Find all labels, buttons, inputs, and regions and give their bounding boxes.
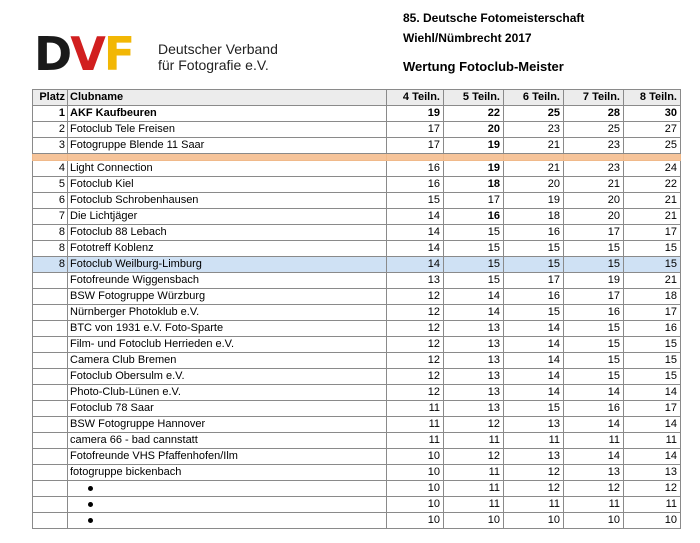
score-cell-8: 24 — [624, 161, 681, 177]
rank-cell: 8 — [33, 241, 68, 257]
score-cell-5: 15 — [444, 273, 504, 289]
score-cell-5: 13 — [444, 337, 504, 353]
score-cell-6: 15 — [504, 305, 564, 321]
club-name-cell: BTC von 1931 e.V. Foto-Sparte — [68, 321, 387, 337]
score-cell-4: 12 — [387, 321, 444, 337]
score-cell-8: 15 — [624, 353, 681, 369]
score-cell-6: 15 — [504, 257, 564, 273]
score-cell-7: 14 — [564, 449, 624, 465]
table-row — [33, 321, 681, 337]
rank-cell — [33, 385, 68, 401]
score-cell-8: 18 — [624, 289, 681, 305]
score-cell-4: 17 — [387, 122, 444, 138]
score-cell-6: 11 — [504, 497, 564, 513]
score-cell-4: 16 — [387, 161, 444, 177]
table-row — [33, 449, 681, 465]
score-cell-7: 21 — [564, 177, 624, 193]
score-cell-4: 11 — [387, 401, 444, 417]
score-cell-5: 18 — [444, 177, 504, 193]
table-row — [33, 241, 681, 257]
rank-cell — [33, 481, 68, 497]
logo-letter-f: F — [103, 27, 134, 81]
score-cell-6: 13 — [504, 417, 564, 433]
table-header-row — [33, 90, 681, 106]
score-cell-4: 12 — [387, 289, 444, 305]
club-name-cell: BSW Fotogruppe Hannover — [68, 417, 387, 433]
club-name-cell: Fotoclub 88 Lebach — [68, 225, 387, 241]
club-name-cell: Photo-Club-Lünen e.V. — [68, 385, 387, 401]
score-cell-4: 16 — [387, 177, 444, 193]
club-name-cell — [68, 513, 387, 529]
score-cell-6: 13 — [504, 449, 564, 465]
score-cell-7: 28 — [564, 106, 624, 122]
score-cell-8: 21 — [624, 273, 681, 289]
rank-cell — [33, 353, 68, 369]
score-cell-6: 19 — [504, 193, 564, 209]
logo-letter-d: D — [34, 27, 71, 81]
table-row — [33, 177, 681, 193]
score-cell-7: 15 — [564, 257, 624, 273]
table-row — [33, 138, 681, 154]
rank-cell — [33, 513, 68, 529]
club-name-cell: Camera Club Bremen — [68, 353, 387, 369]
score-cell-4: 10 — [387, 497, 444, 513]
bullet-icon — [88, 518, 93, 523]
logo-text-line2: für Fotografie e.V. — [158, 57, 269, 73]
score-cell-7: 16 — [564, 305, 624, 321]
score-cell-8: 17 — [624, 225, 681, 241]
score-cell-4: 12 — [387, 385, 444, 401]
rank-cell — [33, 337, 68, 353]
score-cell-5: 15 — [444, 225, 504, 241]
table-row — [33, 193, 681, 209]
table-row — [33, 337, 681, 353]
score-cell-4: 14 — [387, 225, 444, 241]
table-row — [33, 497, 681, 513]
score-cell-7: 17 — [564, 225, 624, 241]
score-cell-6: 14 — [504, 385, 564, 401]
score-cell-4: 14 — [387, 241, 444, 257]
table-row — [33, 225, 681, 241]
club-name-cell: BSW Fotogruppe Würzburg — [68, 289, 387, 305]
score-cell-8: 15 — [624, 241, 681, 257]
score-cell-7: 20 — [564, 193, 624, 209]
score-cell-8: 10 — [624, 513, 681, 529]
score-cell-7: 15 — [564, 337, 624, 353]
rank-cell — [33, 273, 68, 289]
score-cell-8: 13 — [624, 465, 681, 481]
table-row — [33, 401, 681, 417]
rank-cell: 8 — [33, 225, 68, 241]
score-cell-7: 25 — [564, 122, 624, 138]
score-cell-4: 14 — [387, 209, 444, 225]
score-cell-5: 20 — [444, 122, 504, 138]
ranking-subtitle: Wertung Fotoclub-Meister — [403, 59, 564, 74]
divider-cell — [33, 154, 68, 161]
table-row — [33, 106, 681, 122]
results-body — [33, 106, 681, 529]
score-cell-7: 17 — [564, 289, 624, 305]
col-header-4: 4 Teiln. — [387, 90, 444, 106]
rank-cell: 3 — [33, 138, 68, 154]
score-cell-8: 21 — [624, 209, 681, 225]
club-name-cell: Nürnberger Photoklub e.V. — [68, 305, 387, 321]
score-cell-8: 25 — [624, 138, 681, 154]
score-cell-4: 14 — [387, 257, 444, 273]
score-cell-8: 15 — [624, 369, 681, 385]
score-cell-6: 17 — [504, 273, 564, 289]
score-cell-5: 16 — [444, 209, 504, 225]
score-cell-7: 19 — [564, 273, 624, 289]
score-cell-6: 11 — [504, 433, 564, 449]
score-cell-8: 21 — [624, 193, 681, 209]
score-cell-8: 30 — [624, 106, 681, 122]
bullet-icon — [88, 502, 93, 507]
table-row — [33, 465, 681, 481]
score-cell-7: 12 — [564, 481, 624, 497]
score-cell-5: 10 — [444, 513, 504, 529]
score-cell-6: 14 — [504, 369, 564, 385]
divider-cell — [564, 154, 624, 161]
club-name-cell: fotogruppe bickenbach — [68, 465, 387, 481]
club-name-cell: Fotoclub Tele Freisen — [68, 122, 387, 138]
rank-cell: 8 — [33, 257, 68, 273]
score-cell-8: 11 — [624, 497, 681, 513]
score-cell-5: 11 — [444, 497, 504, 513]
score-cell-6: 18 — [504, 209, 564, 225]
score-cell-4: 12 — [387, 337, 444, 353]
rank-cell — [33, 369, 68, 385]
score-cell-5: 15 — [444, 241, 504, 257]
col-header-8: 8 Teiln. — [624, 90, 681, 106]
score-cell-4: 17 — [387, 138, 444, 154]
table-row — [33, 369, 681, 385]
divider-cell — [387, 154, 444, 161]
col-header-clubname: Clubname — [68, 90, 387, 106]
score-cell-5: 11 — [444, 433, 504, 449]
score-cell-6: 14 — [504, 337, 564, 353]
score-cell-7: 10 — [564, 513, 624, 529]
score-cell-5: 14 — [444, 289, 504, 305]
score-cell-6: 21 — [504, 161, 564, 177]
table-row — [33, 257, 681, 273]
dvf-logo-mark — [34, 27, 134, 81]
score-cell-4: 11 — [387, 433, 444, 449]
score-cell-4: 12 — [387, 353, 444, 369]
club-name-cell: camera 66 - bad cannstatt — [68, 433, 387, 449]
logo-letter-v: V — [70, 27, 104, 81]
rank-cell — [33, 417, 68, 433]
score-cell-4: 15 — [387, 193, 444, 209]
rank-cell: 4 — [33, 161, 68, 177]
club-name-cell: Fotofreunde Wiggensbach — [68, 273, 387, 289]
table-row — [33, 385, 681, 401]
score-cell-7: 15 — [564, 369, 624, 385]
club-name-cell: Fotoclub Obersulm e.V. — [68, 369, 387, 385]
score-cell-6: 25 — [504, 106, 564, 122]
score-cell-4: 10 — [387, 449, 444, 465]
score-cell-8: 14 — [624, 385, 681, 401]
table-row — [33, 161, 681, 177]
club-name-cell: Fototreff Koblenz — [68, 241, 387, 257]
table-row — [33, 209, 681, 225]
score-cell-4: 10 — [387, 513, 444, 529]
table-row — [33, 289, 681, 305]
score-cell-7: 15 — [564, 353, 624, 369]
score-cell-4: 10 — [387, 481, 444, 497]
club-name-cell: Light Connection — [68, 161, 387, 177]
table-row — [33, 305, 681, 321]
club-name-cell: Film- und Fotoclub Herrieden e.V. — [68, 337, 387, 353]
dvf-logo — [34, 27, 294, 81]
rank-cell — [33, 289, 68, 305]
score-cell-7: 11 — [564, 497, 624, 513]
score-cell-5: 14 — [444, 305, 504, 321]
table-row — [33, 353, 681, 369]
score-cell-5: 11 — [444, 465, 504, 481]
score-cell-7: 20 — [564, 209, 624, 225]
score-cell-7: 11 — [564, 433, 624, 449]
score-cell-6: 15 — [504, 401, 564, 417]
rank-cell — [33, 465, 68, 481]
divider-cell — [444, 154, 504, 161]
score-cell-8: 15 — [624, 257, 681, 273]
score-cell-7: 14 — [564, 417, 624, 433]
score-cell-8: 12 — [624, 481, 681, 497]
score-cell-5: 13 — [444, 385, 504, 401]
score-cell-7: 23 — [564, 161, 624, 177]
score-cell-6: 16 — [504, 289, 564, 305]
rank-cell: 6 — [33, 193, 68, 209]
score-cell-5: 19 — [444, 138, 504, 154]
score-cell-6: 23 — [504, 122, 564, 138]
table-row — [33, 122, 681, 138]
score-cell-5: 13 — [444, 321, 504, 337]
rank-cell: 2 — [33, 122, 68, 138]
score-cell-6: 16 — [504, 225, 564, 241]
club-name-cell — [68, 497, 387, 513]
rank-cell: 7 — [33, 209, 68, 225]
event-title: 85. Deutsche Fotomeisterschaft — [403, 11, 585, 25]
score-cell-6: 14 — [504, 353, 564, 369]
score-cell-5: 12 — [444, 417, 504, 433]
club-name-cell: Fotoclub Weilburg-Limburg — [68, 257, 387, 273]
score-cell-8: 27 — [624, 122, 681, 138]
score-cell-4: 11 — [387, 417, 444, 433]
club-name-cell: Fotoclub Schrobenhausen — [68, 193, 387, 209]
score-cell-7: 23 — [564, 138, 624, 154]
col-header-5: 5 Teiln. — [444, 90, 504, 106]
club-name-cell: AKF Kaufbeuren — [68, 106, 387, 122]
score-cell-8: 16 — [624, 321, 681, 337]
score-cell-5: 11 — [444, 481, 504, 497]
podium-divider — [33, 154, 681, 161]
logo-text-line1: Deutscher Verband — [158, 41, 278, 57]
score-cell-7: 14 — [564, 385, 624, 401]
score-cell-7: 15 — [564, 321, 624, 337]
bullet-icon — [88, 486, 93, 491]
table-row — [33, 513, 681, 529]
logo-text — [158, 41, 278, 73]
score-cell-5: 15 — [444, 257, 504, 273]
rank-cell: 1 — [33, 106, 68, 122]
score-cell-8: 17 — [624, 305, 681, 321]
club-name-cell — [68, 481, 387, 497]
table-row — [33, 273, 681, 289]
rank-cell — [33, 449, 68, 465]
club-name-cell: Fotofreunde VHS Pfaffenhofen/Ilm — [68, 449, 387, 465]
club-name-cell: Fotoclub Kiel — [68, 177, 387, 193]
rank-cell — [33, 305, 68, 321]
score-cell-5: 12 — [444, 449, 504, 465]
results-table — [32, 89, 681, 529]
score-cell-5: 13 — [444, 401, 504, 417]
table-row — [33, 433, 681, 449]
rank-cell — [33, 497, 68, 513]
col-header-7: 7 Teiln. — [564, 90, 624, 106]
score-cell-8: 15 — [624, 337, 681, 353]
score-cell-5: 13 — [444, 353, 504, 369]
club-name-cell: Die Lichtjäger — [68, 209, 387, 225]
col-header-6: 6 Teiln. — [504, 90, 564, 106]
divider-cell — [624, 154, 681, 161]
rank-cell — [33, 433, 68, 449]
score-cell-5: 13 — [444, 369, 504, 385]
score-cell-7: 15 — [564, 241, 624, 257]
score-cell-8: 22 — [624, 177, 681, 193]
rank-cell: 5 — [33, 177, 68, 193]
club-name-cell: Fotoclub 78 Saar — [68, 401, 387, 417]
score-cell-8: 14 — [624, 417, 681, 433]
score-cell-5: 22 — [444, 106, 504, 122]
col-header-platz: Platz — [33, 90, 68, 106]
rank-cell — [33, 321, 68, 337]
score-cell-8: 14 — [624, 449, 681, 465]
score-cell-4: 10 — [387, 465, 444, 481]
score-cell-6: 14 — [504, 321, 564, 337]
score-cell-6: 10 — [504, 513, 564, 529]
score-cell-6: 12 — [504, 465, 564, 481]
score-cell-5: 19 — [444, 161, 504, 177]
score-cell-6: 15 — [504, 241, 564, 257]
table-row — [33, 417, 681, 433]
event-location: Wiehl/Nümbrecht 2017 — [403, 31, 532, 45]
score-cell-4: 13 — [387, 273, 444, 289]
score-cell-6: 20 — [504, 177, 564, 193]
table-row — [33, 481, 681, 497]
club-name-cell: Fotogruppe Blende 11 Saar — [68, 138, 387, 154]
score-cell-6: 21 — [504, 138, 564, 154]
score-cell-7: 13 — [564, 465, 624, 481]
score-cell-6: 12 — [504, 481, 564, 497]
divider-cell — [504, 154, 564, 161]
score-cell-4: 12 — [387, 305, 444, 321]
score-cell-8: 11 — [624, 433, 681, 449]
rank-cell — [33, 401, 68, 417]
score-cell-7: 16 — [564, 401, 624, 417]
score-cell-4: 12 — [387, 369, 444, 385]
score-cell-8: 17 — [624, 401, 681, 417]
score-cell-5: 17 — [444, 193, 504, 209]
score-cell-4: 19 — [387, 106, 444, 122]
divider-cell — [68, 154, 387, 161]
